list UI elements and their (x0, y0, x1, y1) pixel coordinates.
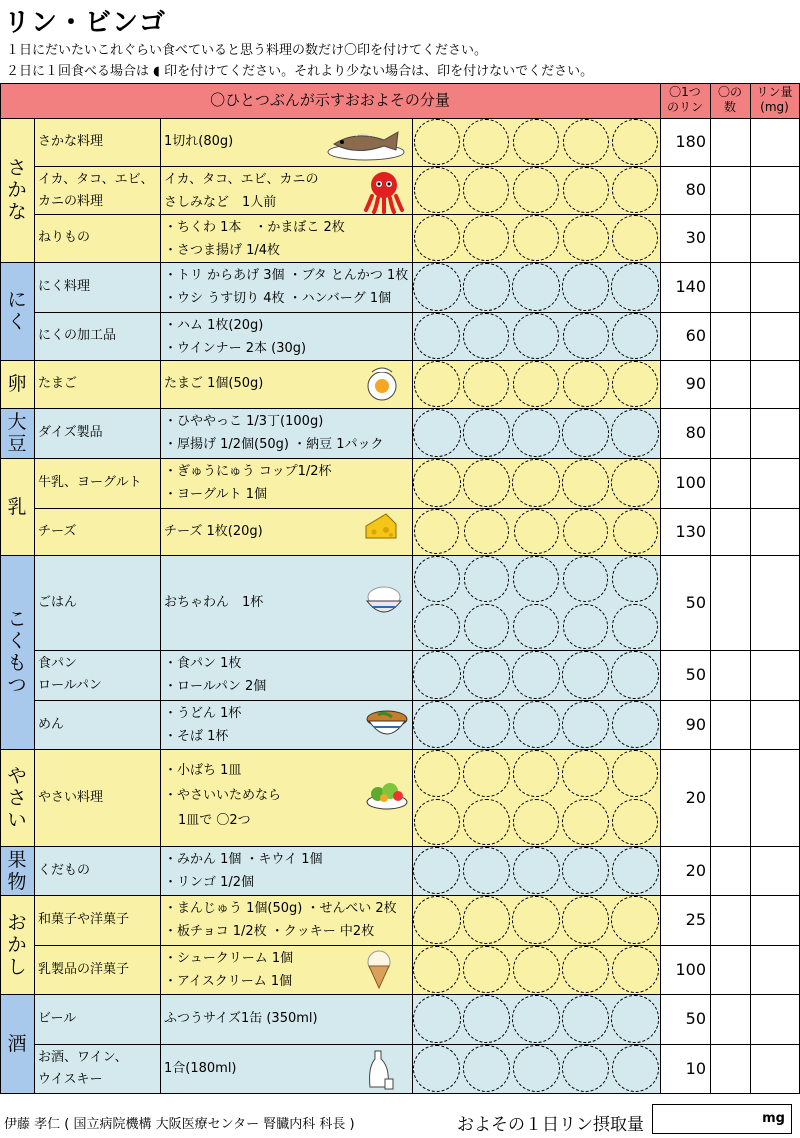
rin-value: 50 (685, 665, 706, 684)
category-label: やさい (7, 764, 27, 831)
portion-text: ・やさいいためなら (164, 788, 282, 803)
rin-amount-cell[interactable] (750, 214, 800, 263)
bingo-circle[interactable] (612, 167, 658, 213)
bingo-circle[interactable] (513, 167, 559, 213)
bingo-circle[interactable] (414, 313, 460, 359)
instruction-line-1: １日にだいたいこれぐらい食べていると思う料理の数だけ〇印を付けてください。 (6, 43, 488, 58)
bingo-circle[interactable] (513, 119, 559, 165)
bingo-circle[interactable] (562, 896, 610, 944)
bingo-circle[interactable] (414, 750, 461, 797)
bingo-circle[interactable] (413, 263, 461, 311)
bingo-circle[interactable] (513, 946, 560, 993)
food-name: チーズ (38, 523, 77, 539)
ice-cream-icon (364, 950, 394, 994)
rin-value: 50 (685, 1009, 706, 1028)
portion-text: 1合(180ml) (164, 1060, 237, 1076)
food-name: ビール (38, 1011, 77, 1026)
bingo-circle[interactable] (612, 313, 658, 359)
bingo-circle[interactable] (413, 1045, 460, 1092)
circle-count-cell[interactable] (710, 118, 751, 167)
circle-count-cell[interactable] (710, 846, 751, 896)
bingo-circle[interactable] (612, 1045, 659, 1092)
rin-value: 50 (685, 592, 706, 612)
bingo-circle[interactable] (463, 1045, 510, 1092)
header-portion-label: 〇ひとつぶんが示すおおよその分量 (210, 91, 450, 109)
bingo-circle[interactable] (413, 896, 461, 944)
total-intake-label: およその１日リン摂取量 (457, 1115, 644, 1135)
bingo-circle[interactable] (463, 799, 510, 846)
circle-count-cell[interactable] (710, 945, 751, 995)
rin-amount-cell[interactable] (750, 262, 800, 313)
bingo-circle[interactable] (513, 1045, 560, 1092)
bingo-circle[interactable] (562, 263, 610, 311)
category-label: 酒 (7, 1032, 27, 1055)
portion-text: ・ハム 1枚(20g) (164, 318, 264, 333)
portion-text: ・ちくわ 1本 ・かまぼこ 2枚 (164, 220, 345, 235)
rin-amount-cell[interactable] (750, 650, 800, 701)
bingo-circle[interactable] (562, 409, 610, 457)
bingo-circle[interactable] (414, 167, 460, 213)
portion-text: おちゃわん 1杯 (164, 594, 264, 610)
portion-text: ・まんじゅう 1個(50g) ・せんべい 2枚 (164, 901, 397, 916)
rin-amount-cell[interactable] (750, 994, 800, 1045)
bingo-circle[interactable] (563, 361, 609, 407)
rin-amount-cell[interactable] (750, 312, 800, 361)
category-label: 果物 (7, 848, 27, 893)
fish-icon (326, 122, 406, 166)
rin-amount-cell[interactable] (750, 700, 800, 750)
portion-text: ・シュークリーム 1個 (164, 951, 294, 966)
bingo-circle[interactable] (512, 995, 560, 1043)
bingo-circle[interactable] (612, 215, 658, 261)
bingo-circle[interactable] (512, 651, 560, 699)
total-unit-label: mg (762, 1111, 785, 1126)
portion-text: ・トリ からあげ 3個 ・ブタ とんかつ 1枚 (164, 268, 409, 283)
bingo-circle[interactable] (413, 409, 461, 457)
bingo-circle[interactable] (413, 995, 461, 1043)
portion-text: ・ひややっこ 1/3丁(100g) (164, 414, 324, 429)
rin-amount-cell[interactable] (750, 749, 800, 847)
category-label: にく (7, 289, 27, 333)
bingo-circle[interactable] (563, 215, 609, 261)
bingo-circle[interactable] (414, 799, 461, 846)
rin-amount-cell[interactable] (750, 1044, 800, 1094)
bingo-circle[interactable] (563, 119, 609, 165)
food-name: くだもの (38, 862, 91, 878)
category-label: さかな (7, 157, 27, 223)
circle-count-cell[interactable] (710, 312, 751, 361)
bingo-circle[interactable] (513, 750, 560, 797)
bingo-circle[interactable] (612, 604, 658, 650)
bingo-circle[interactable] (611, 409, 659, 457)
bingo-circle[interactable] (513, 799, 560, 846)
circle-count-cell[interactable] (710, 994, 751, 1045)
bingo-circle[interactable] (414, 119, 460, 165)
circle-count-cell[interactable] (710, 1044, 751, 1094)
bingo-circle[interactable] (562, 651, 610, 699)
circle-count-cell[interactable] (710, 508, 751, 556)
food-name: にくの加工品 (38, 328, 117, 343)
bingo-circle[interactable] (513, 604, 559, 650)
portion-text: ・みかん 1個 ・キウイ 1個 (164, 852, 323, 867)
bingo-circle[interactable] (464, 509, 509, 554)
bingo-circle[interactable] (414, 215, 460, 261)
header-count-label: 数 (723, 100, 736, 114)
bingo-circle[interactable] (612, 946, 659, 993)
bingo-circle[interactable] (463, 651, 511, 699)
rin-amount-cell[interactable] (750, 166, 800, 215)
bingo-circle[interactable] (463, 750, 510, 797)
octopus-icon (364, 170, 404, 218)
rin-value: 90 (685, 714, 706, 734)
bingo-circle[interactable] (464, 556, 510, 602)
bingo-circle[interactable] (612, 701, 659, 748)
category-label: 乳 (7, 495, 27, 518)
circle-count-cell[interactable] (710, 360, 751, 409)
bingo-circle[interactable] (513, 361, 559, 407)
rin-amount-cell[interactable] (750, 945, 800, 995)
portion-text: ・そば 1杯 (164, 729, 229, 744)
bingo-circle[interactable] (463, 409, 511, 457)
portion-text: たまご 1個(50g) (164, 376, 264, 391)
bingo-circle[interactable] (612, 847, 659, 894)
bingo-circle[interactable] (414, 509, 459, 554)
circle-count-cell[interactable] (710, 700, 751, 750)
bingo-circle[interactable] (512, 409, 560, 457)
bingo-circle[interactable] (611, 896, 659, 944)
food-name: 和菓子や洋菓子 (38, 912, 130, 927)
rice-bowl-icon (364, 583, 404, 625)
food-name: ダイズ製品 (38, 425, 103, 440)
bingo-circle[interactable] (562, 847, 609, 894)
bingo-circle[interactable] (513, 701, 560, 748)
rin-value: 80 (685, 423, 706, 442)
page-title: リン・ビンゴ (4, 8, 167, 38)
food-name: ねりもの (38, 230, 91, 245)
bingo-circle[interactable] (513, 556, 559, 602)
bingo-circle[interactable] (612, 750, 659, 797)
bingo-circle[interactable] (513, 313, 559, 359)
food-name: ロールパン (38, 678, 102, 693)
rin-value: 20 (685, 787, 706, 807)
circle-count-cell[interactable] (710, 458, 751, 509)
salad-icon (364, 778, 410, 816)
bingo-circle[interactable] (563, 313, 609, 359)
portion-text: イカ、タコ、エビ、カニの (164, 172, 319, 187)
portion-text: ・ロールパン 2個 (164, 679, 267, 694)
total-intake-field[interactable] (652, 1104, 792, 1134)
rin-value: 80 (685, 180, 706, 199)
bingo-circle[interactable] (513, 847, 560, 894)
rin-amount-cell[interactable] (750, 508, 800, 556)
bingo-circle[interactable] (611, 651, 659, 699)
rin-amount-cell[interactable] (750, 555, 800, 651)
rin-value: 100 (675, 473, 706, 492)
portion-text: ・さつま揚げ 1/4枚 (164, 243, 281, 258)
portion-text: 1皿で 〇2つ (178, 813, 251, 828)
rin-value: 60 (685, 326, 706, 345)
food-name: お酒、ワイン、 (38, 1050, 128, 1065)
rin-value: 130 (675, 521, 706, 541)
bingo-circle[interactable] (463, 263, 511, 311)
bingo-circle[interactable] (413, 459, 461, 507)
food-name: やさい料理 (38, 789, 104, 805)
portion-text: ・ぎゅうにゅう コップ1/2杯 (164, 464, 332, 479)
portion-text: ・ヨーグルト 1個 (164, 487, 268, 502)
bingo-circle[interactable] (611, 995, 659, 1043)
bingo-circle[interactable] (463, 896, 511, 944)
bingo-circle[interactable] (512, 896, 560, 944)
bingo-circle[interactable] (413, 651, 461, 699)
bingo-circle[interactable] (612, 361, 658, 407)
bingo-circle[interactable] (514, 509, 559, 554)
portion-text: ・食パン 1枚 (164, 656, 242, 671)
food-name: さかな料理 (38, 134, 104, 149)
bingo-circle[interactable] (563, 556, 609, 602)
rin-value: 180 (675, 132, 706, 151)
bingo-circle[interactable] (562, 946, 609, 993)
bingo-circle[interactable] (613, 509, 658, 554)
portion-text: ・うどん 1杯 (164, 706, 242, 721)
rin-amount-cell[interactable] (750, 408, 800, 459)
bingo-circle[interactable] (463, 946, 510, 993)
bingo-circle[interactable] (463, 847, 510, 894)
food-name: カニの料理 (38, 194, 104, 209)
bingo-circle[interactable] (413, 847, 460, 894)
circle-count-cell[interactable] (710, 214, 751, 263)
bingo-circle[interactable] (563, 509, 608, 554)
instruction-line-2: ２日に１回食べる場合は ◖ 印を付けてください。それより少ない場合は、印を付けないでください。 (6, 64, 594, 79)
bingo-circle[interactable] (512, 459, 560, 507)
food-name: めん (38, 716, 65, 732)
bingo-circle[interactable] (562, 799, 609, 846)
bingo-circle[interactable] (562, 750, 609, 797)
food-name: ごはん (38, 594, 78, 610)
food-name: 牛乳、ヨーグルト (38, 475, 142, 490)
rin-amount-cell[interactable] (750, 846, 800, 896)
bingo-circle[interactable] (414, 556, 460, 602)
rin-value: 140 (675, 277, 706, 296)
bingo-circle[interactable] (562, 459, 610, 507)
portion-text: チーズ 1枚(20g) (164, 523, 263, 539)
rin-value: 90 (685, 374, 706, 393)
rin-value: 30 (685, 228, 706, 247)
noodle-bowl-icon (364, 705, 410, 747)
bingo-circle[interactable] (463, 701, 510, 748)
cheese-icon (364, 512, 398, 546)
portion-text: ・板チョコ 1/2枚 ・クッキー 中2枚 (164, 924, 375, 939)
author-credit: 伊藤 孝仁 ( 国立病院機構 大阪医療センター 腎臓内科 科長 ) (4, 1117, 355, 1132)
rin-amount-cell[interactable] (750, 118, 800, 167)
header-rin-label: 〇1つ (669, 85, 701, 99)
bingo-circle[interactable] (612, 799, 659, 846)
header-rin-label: のリン (666, 100, 703, 114)
bingo-circle[interactable] (611, 459, 659, 507)
food-name: 食パン (38, 656, 78, 671)
circle-count-cell[interactable] (710, 408, 751, 459)
header-amt-label: (mg) (760, 100, 789, 114)
sake-bottle-icon (364, 1049, 394, 1097)
bingo-circle[interactable] (413, 701, 460, 748)
bingo-circle[interactable] (612, 119, 658, 165)
portion-text: ・リンゴ 1/2個 (164, 875, 255, 890)
bingo-circle[interactable] (413, 946, 460, 993)
portion-text: ・厚揚げ 1/2個(50g) ・納豆 1パック (164, 437, 384, 452)
category-label: 大豆 (7, 411, 27, 455)
rin-value: 100 (675, 959, 706, 979)
bingo-circle[interactable] (463, 459, 511, 507)
category-label: おかし (7, 911, 27, 978)
food-name: ウイスキー (38, 1072, 103, 1087)
bingo-circle[interactable] (463, 995, 511, 1043)
bingo-circle[interactable] (513, 215, 559, 261)
bingo-circle[interactable] (414, 604, 460, 650)
bingo-circle[interactable] (563, 604, 609, 650)
circle-count-cell[interactable] (710, 749, 751, 847)
rin-amount-cell[interactable] (750, 458, 800, 509)
bingo-circle[interactable] (562, 701, 609, 748)
bingo-circle[interactable] (464, 604, 510, 650)
portion-text: 1切れ(80g) (164, 134, 234, 149)
portion-text: ・ウインナー 2本 (30g) (164, 341, 307, 356)
bingo-circle[interactable] (512, 263, 560, 311)
bingo-circle[interactable] (562, 1045, 609, 1092)
portion-text: ・ウシ うす切り 4枚 ・ハンバーグ 1個 (164, 291, 392, 306)
rin-value: 20 (685, 860, 706, 880)
header-amt-label: リン量 (756, 85, 793, 99)
food-name: イカ、タコ、エビ、 (38, 172, 154, 187)
bingo-table (0, 83, 800, 1100)
rin-value: 10 (685, 1058, 706, 1078)
circle-count-cell[interactable] (710, 895, 751, 946)
portion-text: ふつうサイズ1缶 (350ml) (164, 1011, 318, 1026)
circle-count-cell[interactable] (710, 555, 751, 651)
circle-count-cell[interactable] (710, 166, 751, 215)
rin-amount-cell[interactable] (750, 360, 800, 409)
bingo-circle[interactable] (562, 995, 610, 1043)
category-label: 卵 (7, 373, 27, 395)
egg-icon (364, 364, 400, 406)
rin-value: 25 (685, 910, 706, 929)
food-name: 乳製品の洋菓子 (38, 961, 130, 977)
header-count-label: 〇の (717, 85, 742, 99)
bingo-circle[interactable] (612, 556, 658, 602)
portion-text: さしみなど 1人前 (164, 195, 277, 210)
portion-text: ・小ばち 1皿 (164, 763, 242, 778)
portion-text: ・アイスクリーム 1個 (164, 974, 293, 989)
bingo-circle[interactable] (414, 361, 460, 407)
food-name: にく料理 (38, 279, 91, 294)
rin-amount-cell[interactable] (750, 895, 800, 946)
food-name: たまご (38, 376, 78, 391)
bingo-circle[interactable] (611, 263, 659, 311)
category-label: こくもつ (7, 608, 27, 696)
circle-count-cell[interactable] (710, 650, 751, 701)
bingo-circle[interactable] (563, 167, 609, 213)
circle-count-cell[interactable] (710, 262, 751, 313)
